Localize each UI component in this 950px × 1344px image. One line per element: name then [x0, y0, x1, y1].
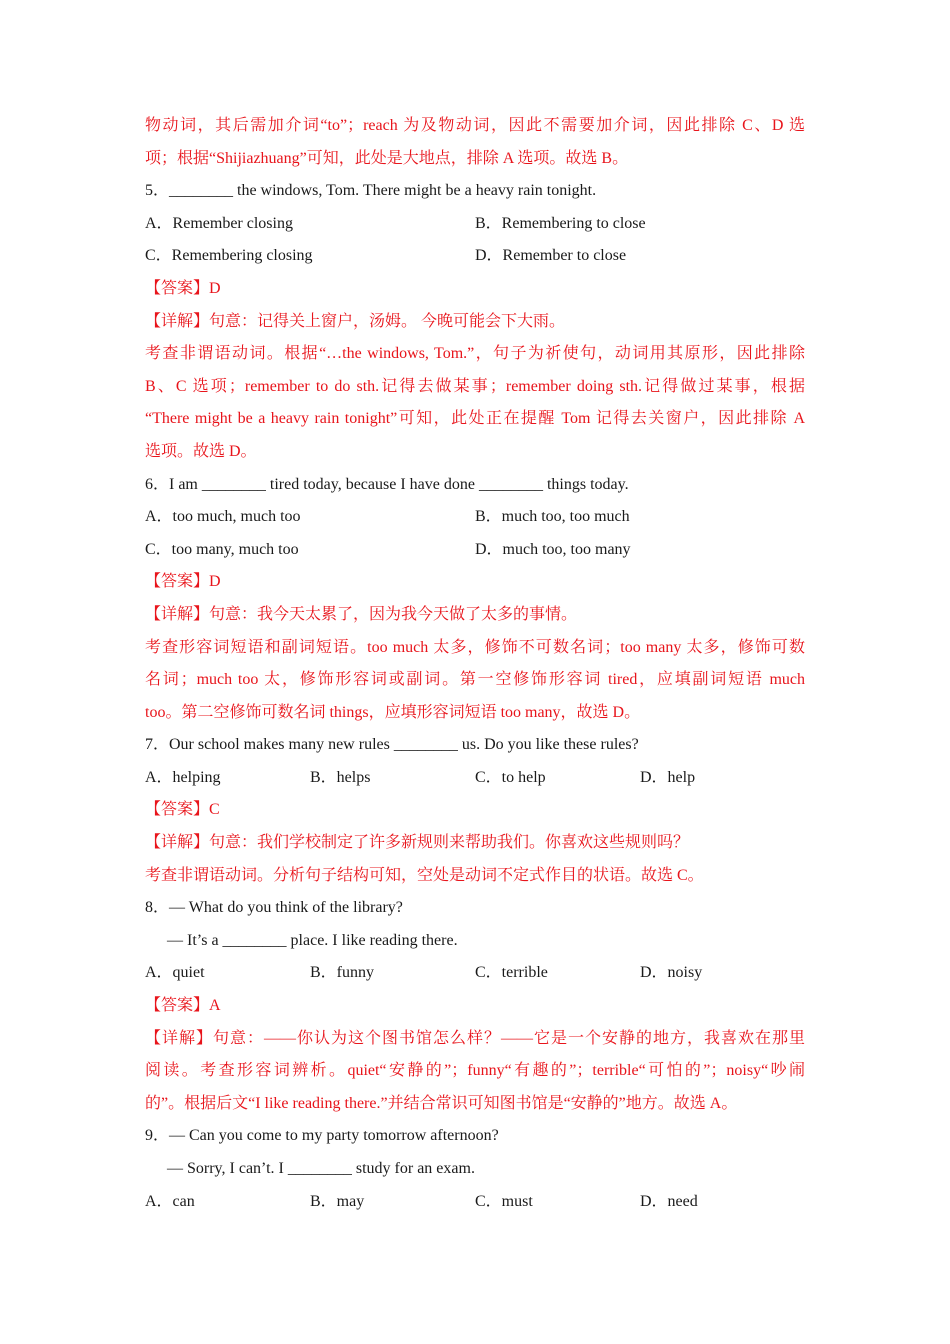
- q5-option-b: B．Remembering to close: [475, 214, 646, 232]
- q6-explanation-line2: 名词；much too 太，修饰形容词或副词。第一空修饰形容词 tired，应填副词短语 much: [145, 671, 805, 689]
- q5-option-a: A．Remember closing: [145, 214, 293, 232]
- q9-option-a: A．can: [145, 1192, 195, 1210]
- q8-option-c: C．terrible: [475, 964, 548, 982]
- q8-option-d: D．noisy: [640, 964, 703, 982]
- q8-option-a: A．quiet: [145, 964, 205, 982]
- question-7: 7．Our school makes many new rules ________ us. Do you like these rules?: [145, 736, 639, 754]
- q8-detail-line2: 阅读。考查形容词辨析。quiet“安静的”；funny“有趣的”；terrible“可怕的”；noisy“吵闹: [145, 1062, 805, 1080]
- question-9-line1: 9．— Can you come to my party tomorrow afternoon?: [145, 1127, 499, 1145]
- q5-option-d: D．Remember to close: [475, 247, 627, 265]
- q6-detail: 【详解】句意：我今天太累了，因为我今天做了太多的事情。: [145, 605, 578, 623]
- q7-option-a: A．helping: [145, 768, 221, 786]
- question-9-line2: — Sorry, I can’t. I ________ study for an exam.: [167, 1160, 475, 1177]
- q5-options-row1: [145, 208, 805, 241]
- document-page: [145, 110, 805, 1218]
- q6-option-a: A．too much, much too: [145, 508, 301, 526]
- q6-answer: 【答案】D: [145, 573, 221, 591]
- q5-answer: 【答案】D: [145, 279, 221, 297]
- q6-option-d: D．much too, too many: [475, 540, 631, 558]
- q8-option-b: B．funny: [310, 964, 375, 982]
- q6-option-b: B．much too, too much: [475, 508, 630, 526]
- q9-options: [145, 1186, 805, 1219]
- question-5: 5．________ the windows, Tom. There might be a heavy rain tonight.: [145, 182, 597, 200]
- q7-answer: 【答案】C: [145, 801, 220, 819]
- q8-options: [145, 957, 805, 990]
- q8-answer: 【答案】A: [145, 997, 221, 1015]
- q6-explanation-line3: too。第二空修饰可数名词 things，应填形容词短语 too many，故选 D。: [145, 703, 641, 721]
- q5-option-c: C．Remembering closing: [145, 247, 313, 265]
- question-6: 6．I am ________ tired today, because I have done ________ things today.: [145, 475, 629, 493]
- explanation-q4-line2: 项；根据“Shijiazhuang”可知，此处是大地点，排除 A 选项。故选 B。: [145, 149, 629, 167]
- q6-options-row1: [145, 501, 805, 534]
- q6-options-row2: [145, 534, 805, 567]
- q9-option-b: B．may: [310, 1192, 365, 1210]
- q7-options: [145, 762, 805, 795]
- q9-option-d: D．need: [640, 1192, 698, 1210]
- q7-explanation: 考查非谓语动词。分析句子结构可知，空处是动词不定式作目的状语。故选 C。: [145, 866, 704, 884]
- q5-explanation-line1: 考查非谓语动词。根据“…the windows, Tom.”，句子为祈使句，动词用其原形，因此排除: [145, 345, 805, 363]
- q8-detail-line1: 【详解】句意：——你认为这个图书馆怎么样？——它是一个安静的地方，我喜欢在那里: [145, 1029, 805, 1047]
- q7-option-c: C．to help: [475, 768, 546, 786]
- q5-detail: 【详解】句意：记得关上窗户，汤姆。 今晚可能会下大雨。: [145, 312, 566, 330]
- q7-detail: 【详解】句意：我们学校制定了许多新规则来帮助我们。你喜欢这些规则吗？: [145, 834, 690, 852]
- q6-explanation-line1: 考查形容词短语和副词短语。too much 太多，修饰不可数名词；too many 太多，修饰可数: [145, 638, 805, 656]
- q9-option-c: C．must: [475, 1192, 533, 1210]
- q5-options-row2: [145, 240, 805, 273]
- explanation-q4-line1: 物动词，其后需加介词“to”；reach 为及物动词，因此不需要加介词，因此排除 C、D 选: [145, 117, 805, 134]
- q8-detail-line3: 的”。根据后文“I like reading there.”并结合常识可知图书馆是“安静的”地方。故选 A。: [145, 1094, 738, 1112]
- q5-explanation-line2: B、C 选项；remember to do sth.记得去做某事；remember doing sth.记得做过某事，根据: [145, 377, 805, 395]
- question-8-line1: 8．— What do you think of the library?: [145, 899, 403, 917]
- q7-option-d: D．help: [640, 768, 696, 786]
- q7-option-b: B．helps: [310, 768, 371, 786]
- q6-option-c: C．too many, much too: [145, 540, 299, 558]
- q5-explanation-line4: 选项。故选 D。: [145, 442, 257, 460]
- q5-explanation-line3: “There might be a heavy rain tonight”可知，此处正在提醒 Tom 记得去关窗户，因此排除 A: [145, 410, 805, 428]
- question-8-line2: — It’s a ________ place. I like reading there.: [167, 931, 458, 949]
